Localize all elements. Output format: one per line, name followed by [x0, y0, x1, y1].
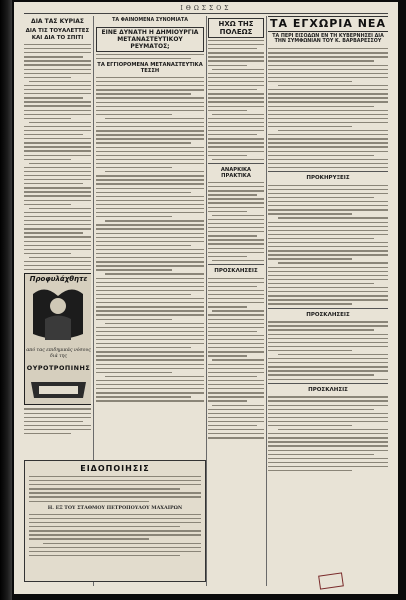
col2-headline: ΕΙΝΕ ΔΥΝΑΤΗ Η ΔΗΜΙΟΥΡΓΙΑ ΜΕΤΑΝΑΣΤΕΥΤΙΚΟΥ ΡΕΥΜΑΤΟΣ; [96, 27, 204, 52]
col3-article-3 [208, 278, 264, 439]
col4-article-4 [268, 396, 388, 471]
section-rule [268, 171, 388, 172]
notice-subtitle: Η. ΕΞ ΤΟΥ ΣΤΑΘΜΟΥ ΠΕΤΡΟΠΟΥΛΟΥ ΜΑΧΑΙΡΩΝ [47, 504, 183, 511]
col1-article-1 [24, 44, 91, 270]
section-rule [208, 264, 264, 265]
col3-section-2: ΑΝΑΡΚΙΚΑ ΠΡΑΚΤΙΚΑ [220, 167, 252, 180]
ad-slogan: από τας επιδημικάς νόσους διά της [26, 348, 91, 360]
notice-body [25, 476, 205, 502]
col3-banner: ΗΧΩ ΤΗΣ ΠΟΛΕΩΣ [208, 18, 264, 38]
ad-brand: ΟΥΡΟΤΡΟΠΙΝΗΣ [26, 364, 91, 373]
col2-section-head: ΤΑ ΕΓΓΙΟΡΟΜΕΝΑ ΜΕΤΑΝΑΣΤΕΥΤΙΚΑ ΤΕΣΣΗ [97, 61, 203, 74]
notice-title: ΕΙΔΟΠΟΙΗΣΙΣ [80, 464, 150, 473]
col4-subhead: ΤΑ ΠΕΡΙ ΕΙΣΟΔΩΝ ΕΝ ΤΗ ΚΥΒΕΡΝΗΣΕΙ ΔΙΑ ΤΗΝ ΣΥΜΦΩΝΙΑΝ ΤΟΥ Κ. ΒΑΡΒΑΡΕΣΣΟΥ [272, 33, 384, 45]
page-edge [398, 0, 406, 600]
col2-article [96, 77, 204, 402]
header-rule [24, 13, 388, 14]
col1-headline: ΔΙΑ ΤΑΣ ΚΥΡΙΑΣ [31, 18, 84, 25]
newspaper-page [14, 2, 398, 594]
col4-banner: ΤΑ ΕΓΧΩΡΙΑ ΝΕΑ [268, 16, 388, 32]
column-divider [206, 16, 207, 586]
col2-subhead [96, 54, 204, 59]
book-binding [0, 0, 12, 600]
ad-illustration [25, 274, 91, 404]
col4-section-2: ΠΡΟΣΚΛΗΣΕΙΣ [306, 311, 350, 318]
section-rule [268, 383, 388, 384]
col3-article-1 [208, 40, 264, 160]
uroptropin-advertisement [24, 273, 91, 405]
col3-section-3: ΠΡΟΣΚΛΗΣΕΙΣ [214, 268, 258, 275]
notice-body-2 [25, 514, 205, 556]
column-divider [266, 16, 267, 586]
library-stamp [318, 572, 344, 589]
column-3 [208, 16, 264, 586]
col3-article-2 [208, 182, 264, 261]
notice-box [24, 460, 206, 582]
section-rule [268, 308, 388, 309]
col4-article-3 [268, 321, 388, 380]
col1-subheadline: ΔΙΑ ΤΙΣ ΤΟΥΑΛΕΤΤΕΣ ΚΑΙ ΔΙΑ ΤΟ ΣΠΙΤΙ [25, 28, 90, 41]
col4-article-2 [268, 185, 388, 305]
col4-section-1: ΠΡΟΚΗΡΥΞΕΙΣ [306, 175, 350, 182]
col1-article-2 [24, 408, 91, 434]
ad-title: Προφυλάχθητε [29, 275, 88, 284]
col2-kicker: ΤΑ ΦΑΙΝΟΜΕΝΑ ΣΥΝΟΜΙΑΤΑ [112, 18, 188, 23]
col4-section-3: ΠΡΟΣΚΛΗΣΙΣ [308, 386, 348, 393]
section-rule [208, 163, 264, 164]
column-4 [268, 16, 388, 586]
page-header: ΙΘΩΣΣΟΣ [180, 5, 232, 12]
col4-article-1 [268, 48, 388, 168]
